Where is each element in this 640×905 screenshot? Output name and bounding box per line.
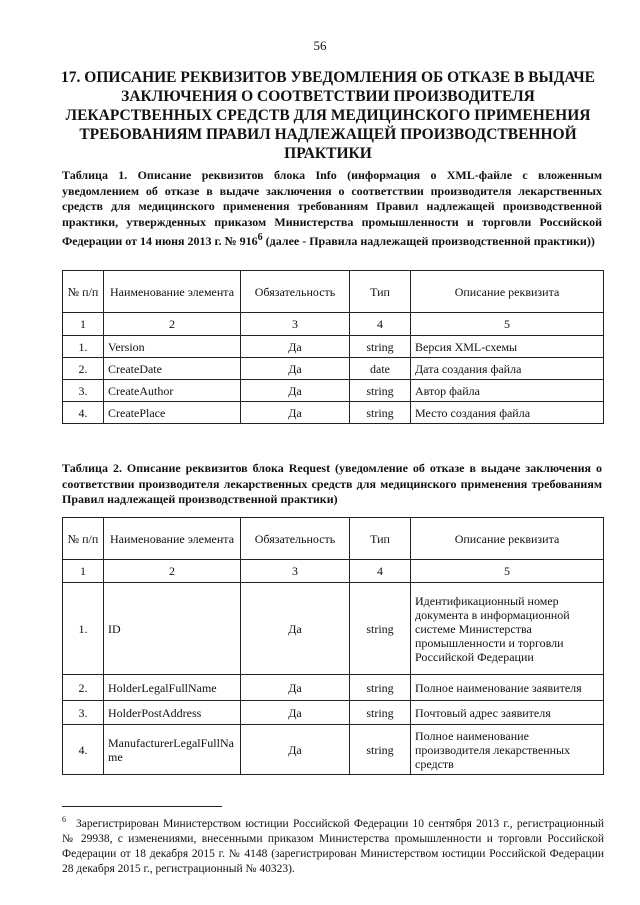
element-name: HolderPostAddress	[104, 701, 241, 725]
table1-index-row	[63, 313, 604, 336]
type-value: string	[350, 675, 411, 701]
table2-index-row	[63, 560, 604, 583]
element-name: HolderLegalFullName	[104, 675, 241, 701]
table-row	[63, 701, 604, 725]
page-number: 56	[313, 38, 327, 53]
type-value: string	[350, 701, 411, 725]
table1-index-cell: 4	[350, 313, 411, 336]
table1-caption-text: Таблица 1. Описание реквизитов блока Info (информация о XML-файле с вложенным уведомлением об отказе в выдаче заключения о соответствии производителя лекарственных средств для медицинского применения требованиям Правил надлежащей производственной практики, утвержденных приказом Министерства промышленности и торговли Российской Федерации от 14 июня 2013 г. № 916	[62, 168, 602, 248]
required-value: Да	[241, 358, 350, 380]
row-number: 2.	[63, 358, 104, 380]
table2-header-num: № п/п	[63, 518, 104, 560]
table-row	[63, 380, 604, 402]
row-number: 4.	[63, 402, 104, 424]
table2-header-row	[63, 518, 604, 560]
required-value: Да	[241, 725, 350, 775]
description-value: Идентификационный номер документа в информационной системе Министерства промышленности и торговли Российской Федерации	[411, 583, 604, 675]
description-value: Дата создания файла	[411, 358, 604, 380]
table2-header-description: Описание реквизита	[411, 518, 604, 560]
table-row	[63, 583, 604, 675]
description-value: Автор файла	[411, 380, 604, 402]
table2-index-cell: 2	[104, 560, 241, 583]
table2-index-cell: 4	[350, 560, 411, 583]
table-row	[63, 336, 604, 358]
description-value: Место создания файла	[411, 402, 604, 424]
table2	[62, 517, 604, 775]
table2-index-cell: 3	[241, 560, 350, 583]
row-number: 4.	[63, 725, 104, 775]
table1-index-cell: 1	[63, 313, 104, 336]
description-value: Почтовый адрес заявителя	[411, 701, 604, 725]
table2-caption: Таблица 2. Описание реквизитов блока Request (уведомление об отказе в выдаче заключения о соответствии производителя лекарственных средств для медицинского применения требованиям Правил надлежащей производственной практики)	[62, 461, 602, 506]
element-name: Version	[104, 336, 241, 358]
section-heading: 17. ОПИСАНИЕ РЕКВИЗИТОВ УВЕДОМЛЕНИЯ ОБ ОТКАЗЕ В ВЫДАЧЕ ЗАКЛЮЧЕНИЯ О СООТВЕТСТВИИ ПРОИЗВОДИТЕЛЯ ЛЕКАРСТВЕННЫХ СРЕДСТВ ДЛЯ МЕДИЦИНСКОГО ПРИМЕНЕНИЯ ТРЕБОВАНИЯМ ПРАВИЛ НАДЛЕЖАЩЕЙ ПРОИЗВОДСТВЕННОЙ ПРАКТИКИ	[61, 69, 595, 162]
footnote-marker: 6	[62, 815, 66, 824]
table-row	[63, 725, 604, 775]
description-value: Версия XML-схемы	[411, 336, 604, 358]
element-name: ID	[104, 583, 241, 675]
description-value: Полное наименование заявителя	[411, 675, 604, 701]
type-value: string	[350, 402, 411, 424]
table1-index-cell: 3	[241, 313, 350, 336]
table1-index-cell: 2	[104, 313, 241, 336]
table2-header-name: Наименование элемента	[104, 518, 241, 560]
table1-header-description: Описание реквизита	[411, 271, 604, 313]
required-value: Да	[241, 583, 350, 675]
description-value: Полное наименование производителя лекарственных средств	[411, 725, 604, 775]
table2-header-required: Обязательность	[241, 518, 350, 560]
required-value: Да	[241, 701, 350, 725]
table-row	[63, 402, 604, 424]
required-value: Да	[241, 402, 350, 424]
table1-caption	[62, 168, 602, 250]
type-value: date	[350, 358, 411, 380]
table-row	[63, 675, 604, 701]
table2-header-type: Тип	[350, 518, 411, 560]
table-row	[63, 358, 604, 380]
row-number: 3.	[63, 701, 104, 725]
type-value: string	[350, 380, 411, 402]
footnote-text: Зарегистрирован Министерством юстиции Российской Федерации 10 сентября 2013 г., регистрационный № 29938, с изменениями, внесенными приказом Министерства промышленности и торговли Российской Федерации от 18 декабря 2015 г. № 4148 (зарегистрирован Министерством юстиции Российской Федерации 28 декабря 2015 г., регистрационный № 40323).	[62, 817, 604, 875]
required-value: Да	[241, 380, 350, 402]
element-name: ManufacturerLegalFullName	[104, 725, 241, 775]
type-value: string	[350, 725, 411, 775]
table2-index-cell: 1	[63, 560, 104, 583]
table1-header-row	[63, 271, 604, 313]
table1-index-cell: 5	[411, 313, 604, 336]
element-name: CreateDate	[104, 358, 241, 380]
type-value: string	[350, 336, 411, 358]
table2-index-cell: 5	[411, 560, 604, 583]
row-number: 3.	[63, 380, 104, 402]
footnote-ref: 6	[257, 232, 263, 243]
table1-header-name: Наименование элемента	[104, 271, 241, 313]
table1-header-num: № п/п	[63, 271, 104, 313]
table1-header-required: Обязательность	[241, 271, 350, 313]
table1-caption-tail: (далее - Правила надлежащей производственной практики))	[262, 234, 595, 248]
row-number: 1.	[63, 336, 104, 358]
required-value: Да	[241, 336, 350, 358]
element-name: CreateAuthor	[104, 380, 241, 402]
row-number: 2.	[63, 675, 104, 701]
row-number: 1.	[63, 583, 104, 675]
table1	[62, 270, 604, 424]
required-value: Да	[241, 675, 350, 701]
element-name: CreatePlace	[104, 402, 241, 424]
table1-header-type: Тип	[350, 271, 411, 313]
footnote-divider	[62, 806, 222, 807]
footnote	[62, 812, 604, 877]
type-value: string	[350, 583, 411, 675]
